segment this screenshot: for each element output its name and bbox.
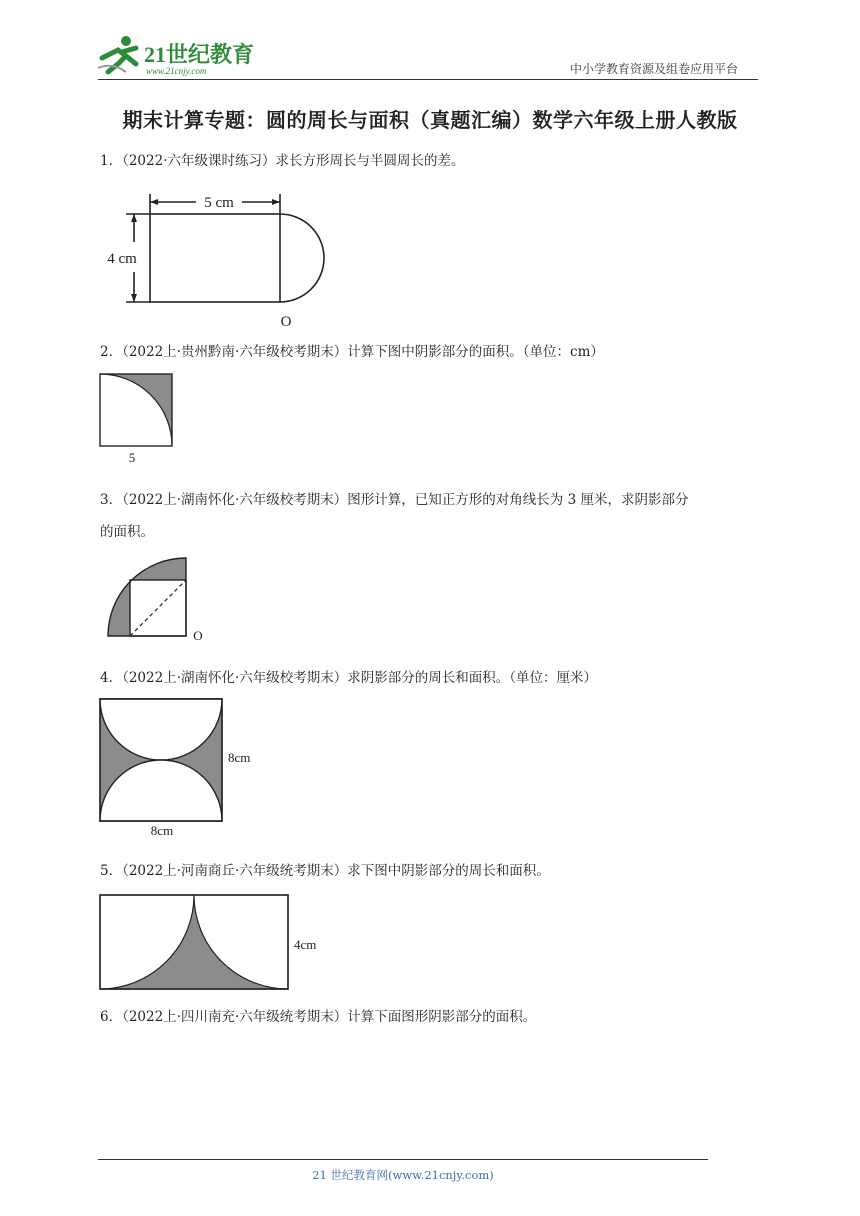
question-2-text: 2．（2022上·贵州黔南·六年级校考期末）计算下图中阴影部分的面积。（单位：cm） (100, 344, 604, 360)
question-3-text-cont: 的面积。 (100, 524, 154, 540)
footer-divider (98, 1159, 708, 1160)
question-1-figure (98, 186, 338, 332)
logo-subtext: www.21cnjy.com (146, 66, 207, 76)
runner-icon (98, 36, 136, 72)
width-label: 8cm (150, 823, 174, 838)
center-point-label: O (193, 628, 203, 643)
question-1-text: 1．（2022·六年级课时练习）求长方形周长与半圆周长的差。 (100, 153, 465, 169)
center-point-label: O (280, 314, 292, 330)
header-platform-text: 中小学教育资源及组卷应用平台 (570, 62, 739, 76)
page-title: 期末计算专题：圆的周长与面积（真题汇编）数学六年级上册人教版 (122, 108, 738, 132)
rectangle-shape (150, 214, 280, 302)
height-label: 8cm (228, 750, 251, 765)
side-label: 5 (128, 450, 136, 465)
footer-link[interactable]: 21 世纪教育网(www.21cnjy.com) (312, 1168, 494, 1182)
width-label: 5 cm (204, 195, 234, 211)
question-4-figure (98, 697, 268, 839)
question-6-text: 6．（2022上·四川南充·六年级统考期末）计算下面图形阴影部分的面积。 (100, 1009, 537, 1025)
inner-square (130, 580, 186, 636)
question-3-text: 3．（2022上·湖南怀化·六年级校考期末）图形计算，已知正方形的对角线长为 3 厘米，求阴影部分 (100, 492, 689, 508)
question-3-figure (104, 554, 214, 644)
height-label: 4 cm (107, 251, 137, 267)
semicircle-arc (280, 214, 324, 302)
site-logo (92, 32, 267, 80)
question-5-text: 5．（2022上·河南商丘·六年级统考期末）求下图中阴影部分的周长和面积。 (100, 863, 550, 879)
header-divider (98, 79, 758, 80)
question-4-text: 4．（2022上·湖南怀化·六年级校考期末）求阴影部分的周长和面积。（单位：厘米） (100, 670, 598, 686)
shaded-region (100, 374, 172, 446)
height-label: 4cm (294, 937, 317, 952)
question-5-figure (98, 893, 330, 993)
logo-text: 21世纪教育 (144, 42, 255, 67)
question-2-figure (98, 372, 178, 466)
